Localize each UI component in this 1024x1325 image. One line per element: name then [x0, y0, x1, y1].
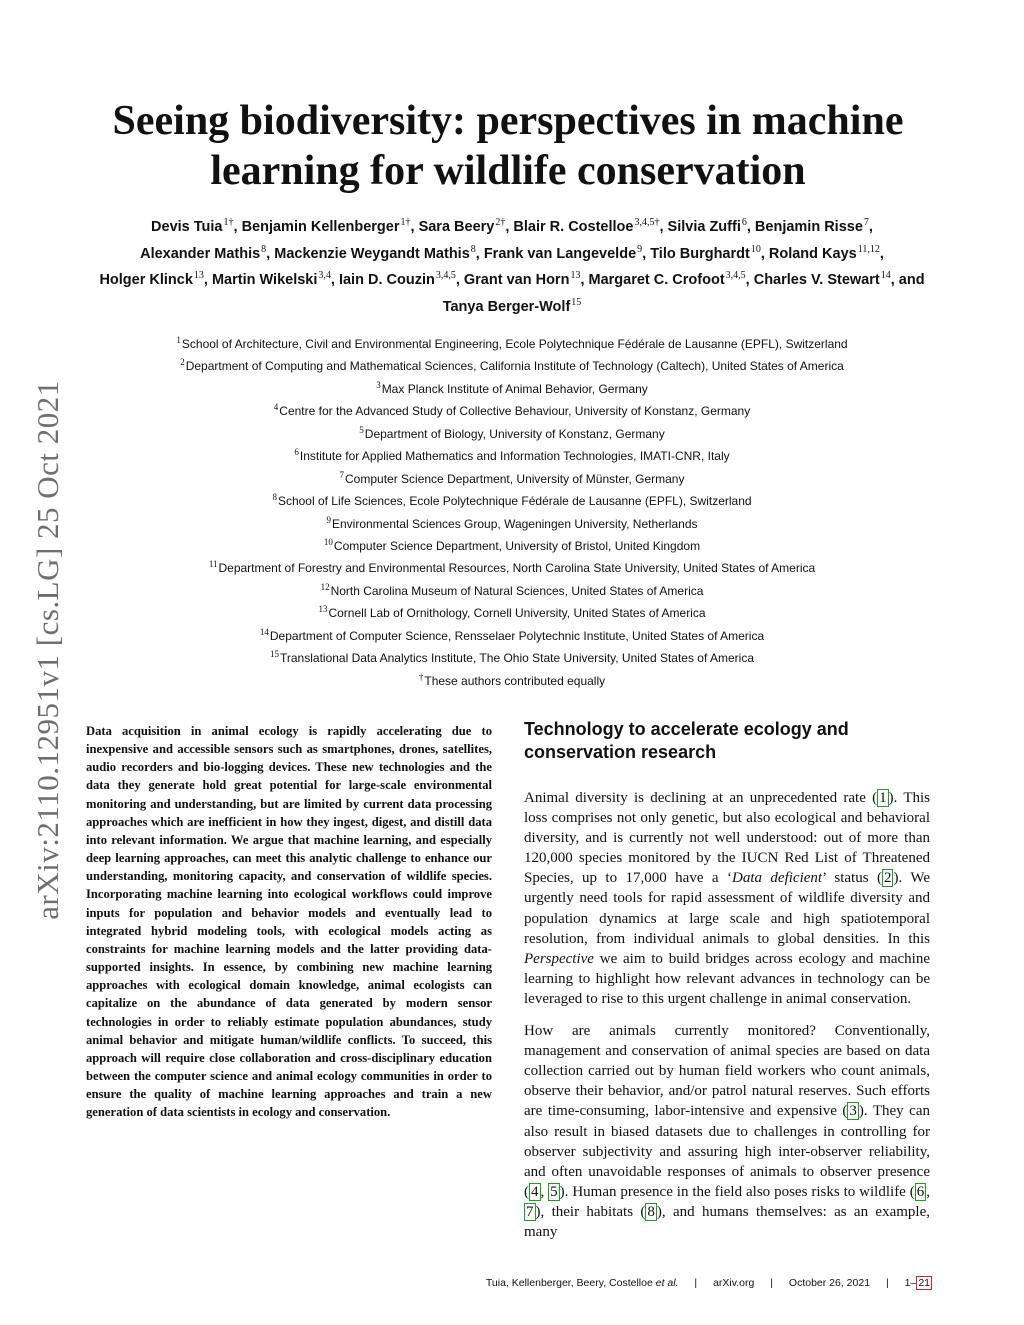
citation-link[interactable]: 6 — [916, 1183, 925, 1200]
affiliation: $^{15}$Translational Data Analytics Institute, The Ohio State University, United States of America — [270, 649, 754, 666]
author: Blair R. Costelloe$^{3,4,5\dagger}$, — [513, 217, 668, 235]
paragraph-2: How are animals currently monitored? Conventionally, management and conservation of animal species are based on data collection carried out by human field workers who count animals, observe their behavior, and/or patrol natural reserves. Such efforts are time-consuming, labor-intensive and expensive ( 3 ). They can also result in biased datasets due to challenges in controlling for observer subjectivity and assuring high inter-observer reliability, and often unavoidable responses of animals to observer presence ( 4 , 5 ). Human presence in the field also poses risks to wildlife ( 6 , 7 ), their habitats ( 8 ), and humans themselves: as an example, many — [524, 1023, 931, 1240]
author: and Tanya Berger-Wolf$^{15}$ — [442, 272, 925, 315]
title-line-1: Seeing biodiversity: perspectives in machine — [112, 98, 904, 144]
affiliation: $^2$Department of Computing and Mathematical Sciences, California Institute of Technology (Caltech), United States of America — [180, 357, 844, 374]
equal-contribution-note: †These authors contributed equally — [418, 671, 606, 688]
affiliation-list — [100, 333, 924, 692]
author: Benjamin Kellenberger$^{1\dagger}$, — [241, 217, 419, 235]
citation-link[interactable]: 3 — [849, 1103, 857, 1120]
affiliation: $^1$School of Architecture, Civil and Environmental Engineering, Ecole Polytechnique Fédérale de Lausanne (EPFL), Switzerland — [176, 335, 848, 351]
author: Charles V. Stewart$^{14}$, — [753, 270, 899, 288]
footer-venue: arXiv.org — [713, 1277, 755, 1289]
affiliation: $^{13}$Cornell Lab of Ornithology, Cornell University, United States of America — [318, 604, 706, 621]
citation-link[interactable]: 5 — [550, 1183, 558, 1200]
author: Iain D. Couzin$^{3,4,5}$, — [338, 270, 464, 288]
affiliation: $^6$Institute for Applied Mathematics and Information Technologies, IMATI-CNR, Italy — [294, 447, 730, 464]
arxiv-side-stamp — [20, 350, 76, 950]
author: Roland Kays$^{11,12}$, — [768, 243, 884, 262]
citation-link[interactable]: 4 — [531, 1183, 539, 1200]
author-list — [92, 214, 932, 320]
affiliation: $^3$Max Planck Institute of Animal Behavior, Germany — [376, 379, 648, 396]
affiliation: $^{11}$Department of Forestry and Environmental Resources, North Carolina State University, United States of America — [208, 559, 816, 576]
affiliation: $^8$School of Life Sciences, Ecole Polytechnique Fédérale de Lausanne (EPFL), Switzerland — [272, 492, 752, 509]
footer-date: October 26, 2021 — [788, 1277, 871, 1289]
author: Margaret C. Crofoot$^{3,4,5}$, — [588, 270, 754, 288]
affiliation: $^{12}$North Carolina Museum of Natural Sciences, United States of America — [320, 581, 704, 598]
affiliation: $^9$Environmental Sciences Group, Wageningen University, Netherlands — [326, 514, 698, 531]
paragraph-1: Animal diversity is declining at an unprecedented rate ( 1 ). This loss comprises not only genetic, but also ecological and behavioral diversity, and is currently not well understood: out of more than 120,000 species monitored by the IUCN Red List of Threatened Species, up to 17,000 have a ‘Data deficient’ status ( 2 ). We urgently need tools for rapid assessment of wildlife diversity and population dynamics at large scale and high spatiotemporal resolution, from individual animals to global densities. In this Perspective we aim to build bridges across ecology and machine learning to highlight how relevant advances in technology can be leveraged to rise to this urgent challenge in animal conservation. — [524, 790, 930, 1007]
footer-page-number: 1– 21 — [904, 1277, 930, 1289]
author: Grant van Horn$^{13}$, — [463, 270, 589, 288]
footer-authors: Tuia, Kellenberger, Beery, Costelloe et al. — [485, 1277, 679, 1289]
affiliation: $^7$Computer Science Department, University of Münster, Germany — [339, 469, 685, 486]
abstract: Data acquisition in animal ecology is rapidly accelerating due to inexpensive and accessible sensors such as smartphones, drones, satellites, audio recorders and bio-logging devices. These new technologies and the data they generate hold great potential for large-scale environmental monitoring and understanding, but are limited by current data processing approaches which are inefficient in how they ingest, digest, and distill data into relevant information. We argue that machine learning, and especially deep learning approaches, can meet this analytic challenge to enhance our understanding, monitoring capacity, and conservation of wildlife species. Incorporating machine learning into ecological workflows could improve inputs for population and behavior models and eventually lead to integrated hybrid modeling tools, with ecological models acting as constraints for machine learning models and the latter providing data-supported insights. In essence, by combining new machine learning approaches with ecological domain knowledge, animal ecologists can capitalize on the abundance of data generated by modern sensor technologies in order to reliably estimate population abundances, study animal behavior and mitigate human/wildlife conflicts. To succeed, this approach will require close collaboration and cross-disciplinary education between the computer science and animal ecology communities in order to ensure the quality of machine learning approaches and train a new generation of data scientists in ecology and conservation. — [86, 724, 492, 1120]
page-footer — [486, 1277, 932, 1289]
footer-separator: | — [885, 1277, 889, 1289]
author: Frank van Langevelde$^9$, — [483, 243, 651, 262]
last-page-link[interactable]: 21 — [918, 1277, 930, 1289]
section-heading: Technology to accelerate ecology and conservation research — [524, 719, 849, 762]
citation-link[interactable]: 8 — [647, 1203, 655, 1220]
arxiv-identifier: arXiv:2110.12951v1 [cs.LG] 25 Oct 2021 — [30, 380, 66, 920]
author: Devis Tuia$^{1\dagger}$, — [151, 217, 242, 235]
main-text-column — [524, 718, 930, 1254]
citation-link[interactable]: 1 — [879, 790, 887, 806]
affiliation: $^5$Department of Biology, University of Konstanz, Germany — [359, 424, 665, 441]
affiliation: $^4$Centre for the Advanced Study of Collective Behaviour, University of Konstanz, Germany — [273, 402, 751, 419]
affiliation: $^{14}$Department of Computer Science, Rensselaer Polytechnic Institute, United States of America — [259, 626, 765, 643]
affiliation: $^{10}$Computer Science Department, University of Bristol, United Kingdom — [323, 536, 701, 553]
author: Alexander Mathis$^8$, — [140, 243, 275, 262]
citation-link[interactable]: 2 — [883, 870, 892, 887]
author: Holger Klinck$^{13}$, — [99, 270, 212, 288]
footer-separator: | — [770, 1277, 773, 1289]
title-line-2: learning for wildlife conservation — [210, 148, 806, 194]
author: Tilo Burghardt$^{10}$, — [650, 243, 769, 262]
author: Silvia Zuffi$^6$, — [667, 217, 755, 235]
author: Mackenzie Weygandt Mathis$^8$, — [274, 243, 484, 262]
author: Martin Wikelski$^{3,4}$, — [211, 270, 339, 288]
paper-title — [100, 96, 916, 196]
citation-link[interactable]: 7 — [526, 1203, 534, 1220]
footer-separator: | — [694, 1277, 698, 1289]
author: Sara Beery$^{2\dagger}$, — [418, 217, 514, 235]
author: Benjamin Risse$^7$, — [754, 217, 873, 235]
